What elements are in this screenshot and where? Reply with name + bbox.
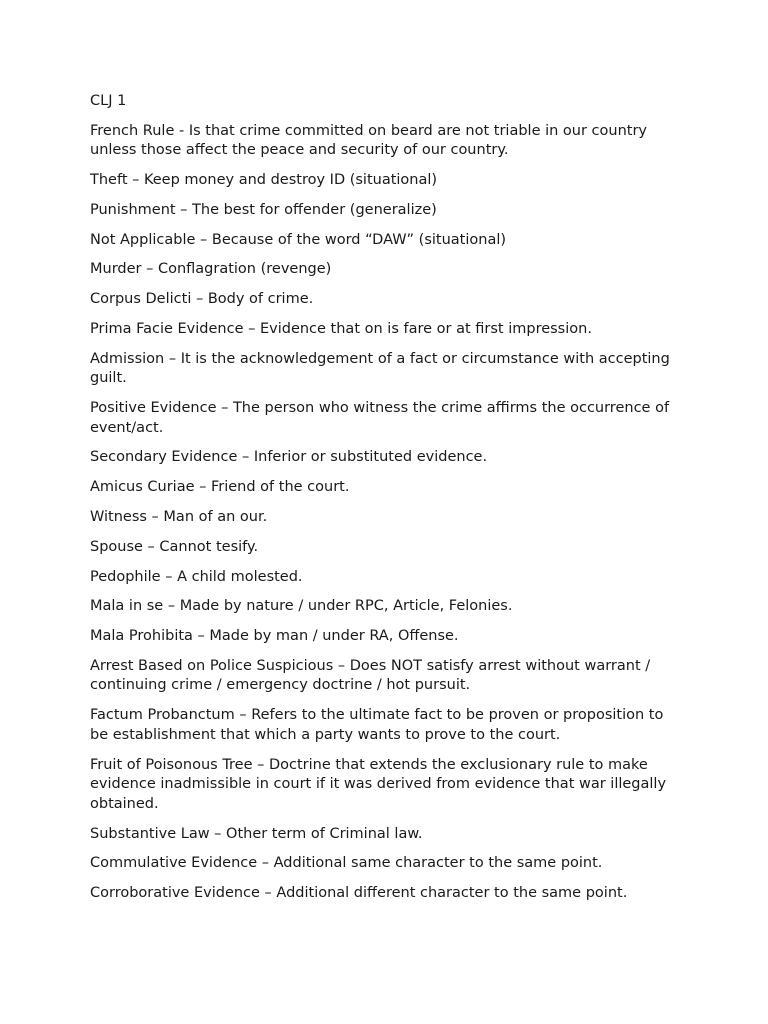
document-title: CLJ 1: [90, 93, 127, 109]
entry-arrest-based-on-police-suspicious: Arrest Based on Police Suspicious – Does NOT satisfy arrest without warrant / continuing crime / emergency doctrine / hot pursuit.: [90, 657, 651, 694]
entry-amicus-curiae: Amicus Curiae – Friend of the court.: [90, 479, 350, 496]
entry-list: [90, 122, 680, 904]
entry-spouse: Spouse – Cannot tesify.: [90, 538, 259, 555]
entry-substantive-law: Substantive Law – Other term of Criminal law.: [90, 825, 423, 842]
entry-not-applicable: Not Applicable – Because of the word “DAW” (situational): [90, 231, 507, 248]
entry-pedophile: Pedophile – A child molested.: [90, 568, 303, 585]
entry-fruit-of-poisonous-tree: Fruit of Poisonous Tree – Doctrine that extends the exclusionary rule to make evidence inadmissible in court if it was derived from evidence that war illegally obtained.: [90, 756, 667, 812]
entry-corpus-delicti: Corpus Delicti – Body of crime.: [90, 291, 314, 308]
entry-witness: Witness – Man of an our.: [90, 508, 268, 525]
entry-punishment: Punishment – The best for offender (generalize): [90, 201, 437, 218]
entry-theft: Theft – Keep money and destroy ID (situational): [90, 171, 438, 188]
entry-prima-facie-evidence: Prima Facie Evidence – Evidence that on is fare or at first impression.: [90, 320, 592, 337]
entry-french-rule: French Rule - Is that crime committed on beard are not triable in our country unless those affect the peace and security of our country.: [90, 122, 648, 159]
entry-corroborative-evidence: Corroborative Evidence – Additional different character to the same point.: [90, 885, 628, 902]
entry-positive-evidence: Positive Evidence – The person who witness the crime affirms the occurrence of event/act.: [90, 400, 670, 436]
entry-secondary-evidence: Secondary Evidence – Inferior or substituted evidence.: [90, 449, 488, 466]
entry-mala-prohibita: Mala Prohibita – Made by man / under RA, Offense.: [90, 628, 459, 645]
entry-murder: Murder – Conflagration (revenge): [90, 261, 332, 278]
entry-factum-probanctum: Factum Probanctum – Refers to the ultimate fact to be proven or proposition to be establishment that which a party wants to prove to the court.: [90, 707, 664, 743]
entry-commulative-evidence: Commulative Evidence – Additional same character to the same point.: [90, 855, 603, 872]
entry-mala-in-se: Mala in se – Made by nature / under RPC, Article, Felonies.: [90, 598, 513, 615]
document-page: [90, 92, 680, 914]
entry-admission: Admission – It is the acknowledgement of a fact or circumstance with accepting guilt.: [90, 350, 670, 387]
